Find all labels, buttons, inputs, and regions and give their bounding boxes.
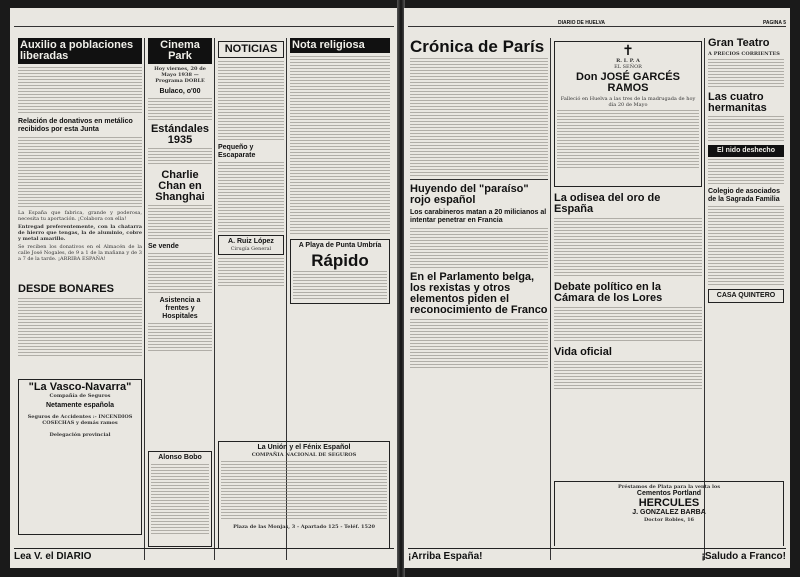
parlamento-title: En el Parlamento belga, los rexistas y otros elementos piden el reconocimiento de Franco — [410, 271, 548, 316]
column-rule — [144, 38, 145, 560]
left-page — [10, 8, 398, 568]
vasco-navarra-ad: "La Vasco-Navarra" Compañía de Seguros Netamente española Seguros de Accidentes :- INCENDIOS COSECHAS y demás ramos Delegación provincial — [18, 376, 142, 548]
alonso-bobo-ad: Alonso Bobo — [148, 448, 212, 548]
union-fenix-ad: La Unión y el Fénix Español COMPAÑIA NACIONAL DE SEGUROS Plaza de las Monjas, 3 - Apartado 125 - Teléf. 1520 — [218, 438, 390, 548]
debate-title: Debate político en la Cámara de los Lores — [554, 281, 663, 304]
ruiz-lopez-title: A. Ruiz López — [228, 238, 274, 245]
noticias-title: NOTICIAS — [224, 43, 278, 55]
nido-title: El nido deshecho — [717, 147, 775, 154]
vida-oficial-title: Vida oficial — [554, 346, 612, 358]
lea-diario-footer: Lea V. el DIARIO — [14, 548, 394, 562]
asistencia-title: Asistencia a frentes y Hospitales — [159, 297, 201, 320]
hercules-ad: Préstamos de Plata para la venta los Cementos Portland HERCULES J. GONZALEZ BARBA Doctor Robles, 16 — [554, 478, 784, 546]
gran-teatro-column: Gran Teatro A PRECIOS CORRIENTES Las cuatro hermanitas El nido deshecho Colegio de asociados de la Sagrada Familia CASA QUINTERO — [708, 38, 784, 562]
deceased-name: Don JOSÉ GARCÉS RAMOS — [576, 71, 680, 94]
cronica-title: Crónica de París — [410, 38, 545, 56]
cirugia-label: Cirugía General — [230, 246, 272, 252]
se-vende-title: Se vende — [148, 243, 179, 250]
left-page-header — [14, 20, 394, 27]
cronica-column — [410, 38, 548, 562]
gran-teatro-title: Gran Teatro — [708, 38, 770, 49]
closing-paragraph-3: Se reciben los donativos en el Almacén de la calle José Nogales, de 9 a 1 de la mañana y de 3 a 7 de la tarde. ¡ARRIBA ESPAÑA! — [18, 244, 142, 262]
column-rule — [214, 38, 215, 560]
carabineros-title: Los carabineros matan a 20 milicianos al intentar penetrar en Francia — [410, 209, 547, 224]
odisea-title: La odisea del oro de España — [554, 192, 661, 215]
obituary-column: ✝ R. I. P. A EL SEÑOR Don JOSÉ GARCÉS RAMOS Falleció en Huelva a las tres de la madrugada de hoy día 20 de Mayo La odisea del oro de España Debate político en la Cámara de los Lores Vida oficial — [554, 38, 702, 562]
right-page-header: DIARIO DE HUELVA PAGINA 5 — [408, 20, 786, 27]
arriba-footer: ¡Arriba España! ¡Saludo a Franco! — [408, 548, 786, 562]
headline-auxilio: Auxilio a poblaciones liberadas — [20, 39, 134, 62]
donations-title: Relación de donativos en metálico recibidos por esta Junta — [18, 118, 133, 133]
column-rule — [550, 38, 551, 560]
closing-paragraph-1: La España que fabrica, grande y poderosa, necesita tu aportación. ¡Colabora con ella! — [18, 210, 142, 222]
closing-paragraph-2: Entregad preferentemente, con la chatarra de hierro que tengas, la de aluminio, cobre y metal amarillo. — [18, 224, 142, 242]
cross-icon: ✝ — [622, 43, 634, 59]
right-page — [404, 8, 790, 568]
desde-bonares-title: DESDE BONARES — [18, 284, 114, 295]
pequeno-title: Pequeño y Escaparate — [218, 144, 256, 159]
cinema-park-title: Cinema Park — [160, 39, 200, 62]
text-block — [18, 67, 142, 115]
rapido-title: Rápido — [311, 251, 369, 270]
estandales-title: Estándales 1935 — [150, 123, 210, 146]
cinema-subtitle: Hoy viernes, 20 de Mayo 1938 — Programa DOBLE — [154, 66, 206, 84]
bonares-section — [18, 284, 142, 358]
colegio-title: Colegio de asociados de la Sagrada Familia — [708, 188, 780, 203]
casa-quintero: CASA QUINTERO — [716, 292, 776, 299]
bulaco-title: Bulaco, o'00 — [159, 88, 201, 95]
nota-religiosa-title: Nota religiosa — [292, 39, 365, 51]
text-block — [18, 137, 142, 207]
playa-title: A Playa de Punta Umbría — [298, 242, 382, 249]
huyendo-title: Huyendo del "paraíso" rojo español — [410, 183, 529, 206]
cuatro-hermanitas-title: Las cuatro hermanitas — [708, 91, 767, 114]
charlie-chan-title: Charlie Chan en Shanghai — [155, 169, 205, 203]
